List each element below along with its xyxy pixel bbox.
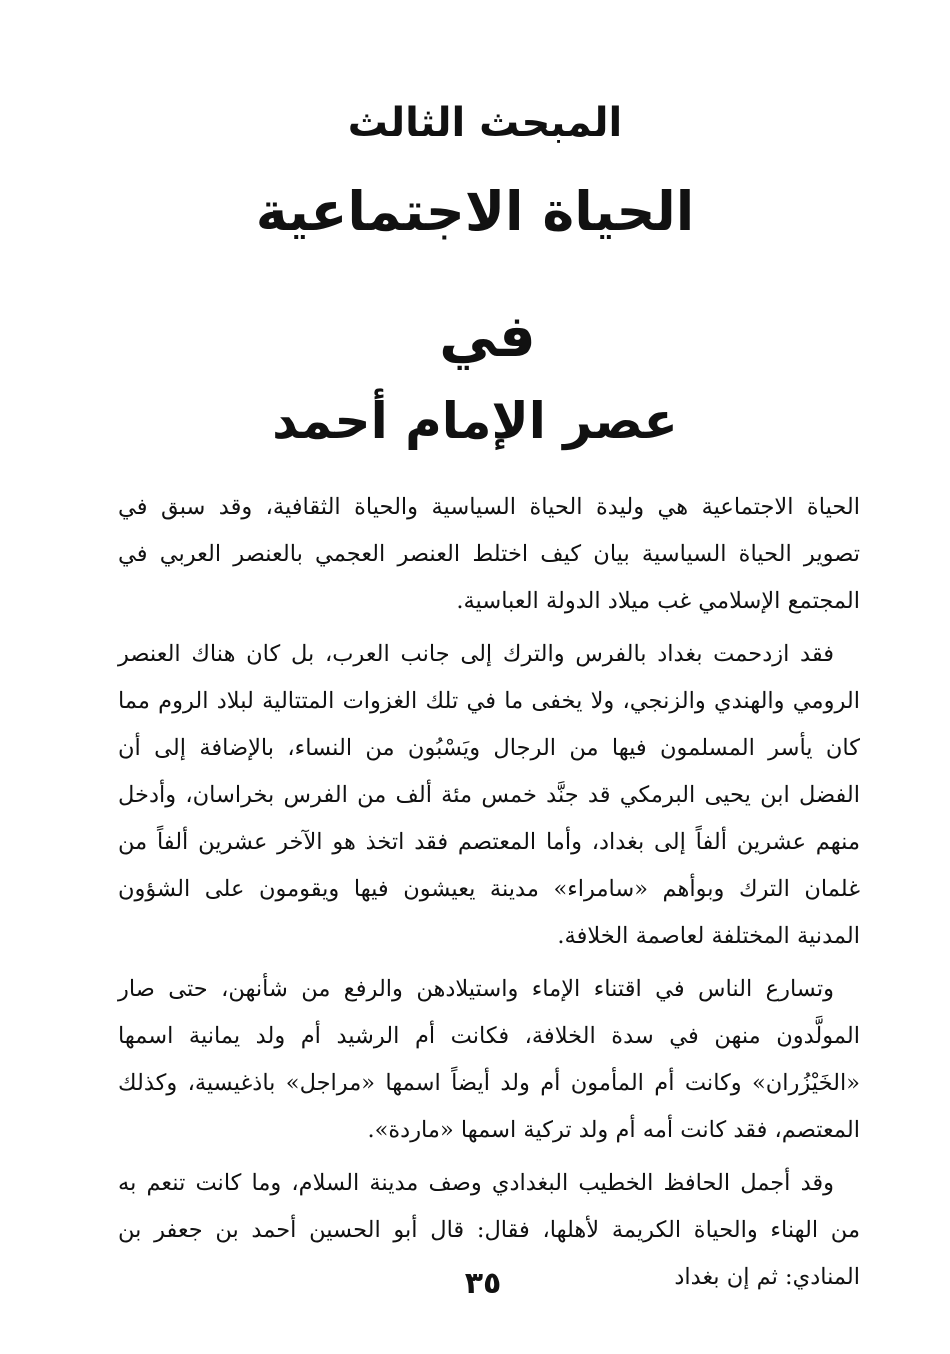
paragraph-1: الحياة الاجتماعية هي وليدة الحياة السياسية والحياة الثقافية، وقد سبق في تصوير الحياة السياسية بيان كيف اختلط العنصر العجمي بالعنصر العربي في المجتمع الإسلامي غب ميلاد الدولة العباسية. <box>118 494 860 614</box>
chapter-title: الحياة الاجتماعية <box>255 180 695 243</box>
chapter-title-connector: في <box>439 302 536 370</box>
section-heading: المبحث الثالث <box>347 100 623 146</box>
paragraph-4: وقد أجمل الحافظ الخطيب البغدادي وصف مدينة السلام، وما كانت تنعم به من الهناء والحياة الكريمة لأهلها، فقال: قال أبو الحسين أحمد بن جعفر بن المنادي: ثم إن بغداد <box>118 1170 860 1290</box>
page-number: ٣٥ <box>464 1266 502 1301</box>
chapter-title-era: عصر الإمام أحمد <box>272 392 678 450</box>
paragraph-3: وتسارع الناس في اقتناء الإماء واستيلادهن والرفع من شأنهن، حتى صار المولَّدون منهن في سدة الخلافة، فكانت أم الرشيد أم ولد يمانية اسمها «الخَيْزُران» وكانت أم المأمون أم ولد أيضاً اسمها «مراجل» باذغيسية، وكذلك المعتصم، فقد كانت أمه أم ولد تركية اسمها «ماردة». <box>118 976 860 1143</box>
body-text <box>118 484 860 1307</box>
paragraph-2: فقد ازدحمت بغداد بالفرس والترك إلى جانب العرب، بل كان هناك العنصر الرومي والهندي والزنجي، ولا يخفى ما في تلك الغزوات المتتالية لبلاد الروم مما كان يأسر المسلمون فيها من الرجال ويَسْبُون من النساء، بالإضافة إلى أن الفضل ابن يحيى البرمكي قد جنَّد خمس مئة ألف من الفرس بخراسان، وأدخل منهم عشرين ألفاً إلى بغداد، وأما المعتصم فقد اتخذ هو الآخر عشرين ألفاً من غلمان الترك وبوأهم «سامراء» مدينة يعيشون فيها ويقومون على الشؤون المدنية المختلفة لعاصمة الخلافة. <box>118 641 860 949</box>
